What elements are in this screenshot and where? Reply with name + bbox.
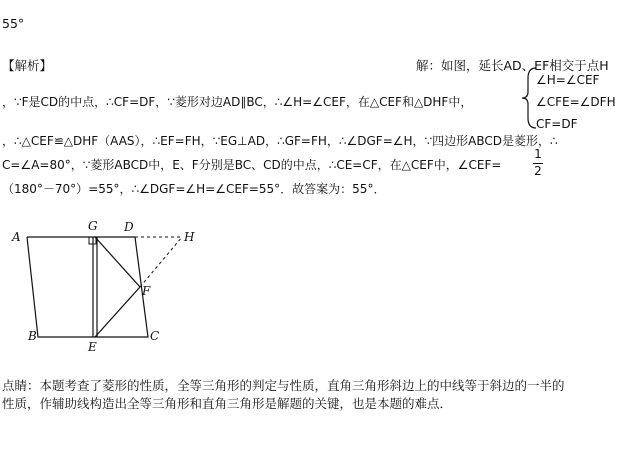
rhombus-outline (27, 237, 148, 337)
solution-line-2: ，∴△CEF≌△DHF（AAS），∴EF=FH，∵EG⊥AD，∴GF=FH，∴∠DGF=∠H，∵四边形ABCD是菱形，∴ (2, 134, 558, 148)
segment-gf (95, 237, 140, 287)
label-g: G (88, 219, 98, 233)
brace-line-3: CF=DF (536, 117, 578, 131)
solution-intro: 解：如图，延长AD、EF相交于点H (416, 58, 609, 73)
fraction-numerator: 1 (534, 147, 542, 161)
extension-fh (140, 237, 182, 287)
label-d: D (124, 220, 134, 234)
comment-line-1: 点睛：本题考查了菱形的性质，全等三角形的判定与性质，直角三角形斜边上的中线等于斜边的一半的 (2, 378, 565, 393)
rhombus-figure (0, 215, 220, 360)
label-a: A (12, 230, 21, 244)
analysis-label: 【解析】 (2, 58, 53, 73)
solution-line-1: ，∵F是CD的中点，∴CF=DF，∵菱形对边AD∥BC，∴∠H=∠CEF，在△CEF和△DHF中， (2, 95, 473, 109)
segment-ef (95, 287, 140, 337)
label-h: H (184, 230, 195, 244)
brace-line-2: ∠CFE=∠DFH (536, 95, 616, 109)
comment-line-2: 性质，作辅助线构造出全等三角形和直角三角形是解题的关键，也是本题的难点． (2, 396, 453, 411)
label-e: E (88, 340, 97, 354)
answer-top: 55° (2, 16, 25, 31)
fraction-denominator: 2 (534, 164, 542, 178)
label-c: C (150, 329, 160, 343)
brace-line-1: ∠H=∠CEF (536, 73, 600, 87)
label-b: B (28, 329, 37, 343)
solution-line-3: C=∠A=80°，∵菱形ABCD中，E、F分别是BC、CD的中点，∴CE=CF，在△CEF中，∠CEF= (2, 158, 502, 172)
solution-line-4: （180°－70°）=55°，∴∠DGF=∠H=∠CEF=55°．故答案为：55°． (2, 182, 386, 196)
label-f: F (142, 284, 151, 298)
